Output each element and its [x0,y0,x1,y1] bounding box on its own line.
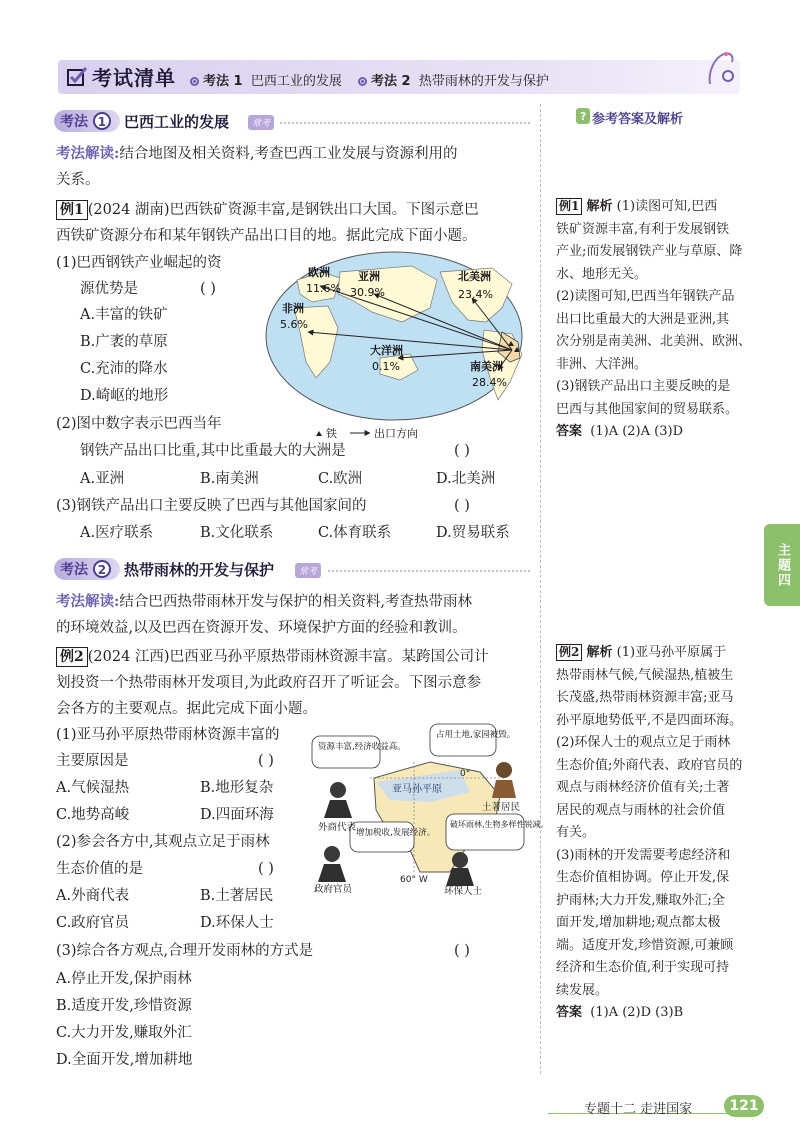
q2-3-option: A.停止开发,保护雨林 [56,971,192,987]
map-value-oceania: 0.1% [372,360,400,373]
q2-2-option: C.政府官员 [56,915,130,931]
q1-3-option: A.医疗联系 [80,525,154,541]
rainforest-hearing-figure [310,722,549,897]
q2-2-stem: (2)参会各方中,其观点立足于雨林 [56,834,270,850]
example1-intro: 例1 (2024 湖南)巴西铁矿资源丰富,是钢铁出口大国。下图示意巴 [56,197,479,223]
section2-label: 考法 2 [60,559,111,579]
q2-2-option: A.外商代表 [56,888,130,904]
section1-jiedu-line2: 关系。 [56,172,100,188]
map-label-namerica: 北美洲 [458,270,491,283]
section2-jiedu-line2: 的环境效益,以及巴西在资源开发、环境保护方面的经验和教训。 [56,620,467,636]
q1-1-option: B.广袤的草原 [80,334,168,350]
q2-3-paren: ( ) [454,943,470,959]
person-env-label: 环保人士 [444,886,483,897]
column-divider [540,104,541,1074]
header-point-2: 考法 2 热带雨林的开发与保护 [358,70,549,89]
example1-answer: 答案 (1)A (2)A (3)D [556,424,683,439]
answer-key-icon [576,108,590,124]
header-point-1: 考法 1 巴西工业的发展 [190,70,342,89]
q2-1-option: B.地形复杂 [200,780,274,796]
meridian-label: 60° W [400,875,428,885]
q2-1-option: D.四面环海 [200,807,274,823]
map-value-asia: 30.9% [350,286,385,299]
q2-2-option: B.土著居民 [200,888,274,904]
example1-side-tag: 例1 [556,198,582,215]
header-title: 考试清单 [92,66,176,90]
q2-3-option: B.适度开发,珍惜资源 [56,998,192,1014]
q2-3-stem: (3)综合各方观点,合理开发雨林的方式是 [56,943,314,959]
amazon-plain-label: 亚马孙平原 [392,784,442,795]
map-value-europe: 11.6% [306,282,341,295]
checkbox-icon [66,66,88,88]
section2-tag: 常考 [295,563,321,578]
map-label-europe: 欧洲 [308,266,330,279]
bubble-foreign-text: 资源丰富,经济收益高。 [318,742,406,752]
example1-tag: 例1 [56,200,88,220]
person-foreign-icon [324,782,352,818]
q2-1-option: A.气候湿热 [56,780,130,796]
svg-text:?: ? [580,110,587,123]
bubble-official-text: 增加税收,发展经济。 [356,828,436,838]
person-official-icon [318,846,346,882]
q2-2-option: D.环保人士 [200,915,274,931]
legend-direction-label: 出口方向 [374,427,418,440]
section1-tag: 常考 [248,115,274,130]
map-label-asia: 亚洲 [358,270,380,283]
map-value-namerica: 23.4% [458,288,493,301]
example1-intro-line2: 西铁矿资源分布和某年钢铁产品出口目的地。据此完成下面小题。 [56,228,477,244]
q1-1-option: C.充沛的降水 [80,361,168,377]
q1-3-option: D.贸易联系 [436,525,510,541]
q1-3-paren: ( ) [454,498,470,514]
q1-1-option: D.崎岖的地形 [80,388,169,404]
q1-2-option: B.南美洲 [200,471,259,487]
q2-3-option: C.大力开发,赚取外汇 [56,1025,192,1041]
person-foreign-label: 外商代表 [318,822,357,833]
q2-1-option: C.地势高峻 [56,807,130,823]
page-number: 121 [724,1095,764,1117]
q1-2-option: C.欧洲 [318,471,363,487]
example2-explanation: 例2 解析 (1)亚马孙平原属于 热带雨林气候,气候湿热,植被生 长茂盛,热带雨林资源丰富;亚马 孙平原地势低平,不是四面环海。 (2)环保人士的观点立足于雨林 生态价值;外商代表、政府官员的 观点与雨林经济价值有关;土著 居民的观点与雨林的社会价值 有关。 (3)雨林的开发需要考虑经济和 生态价值相协调。停止开发,保 护雨林;大力开发,赚取外汇;全 面开发,增加耕地;观点都太极 端。适度开发,珍惜资源,可兼顾 经济和生态价值,利于实现可持 续发展。 答案 (1)A (2)D (3)B [556,642,756,1025]
person-native-label: 土著居民 [482,802,521,813]
bullet-icon [190,77,199,86]
example2-intro-line3: 会各方的主要观点。据此完成下面小题。 [56,701,317,717]
q1-1-paren: ( ) [200,281,216,297]
q1-1-option: A.丰富的铁矿 [80,307,168,323]
section1-label: 考法 1 [60,111,111,131]
example2-intro: 例2 (2024 江西)巴西亚马孙平原热带雨林资源丰富。某跨国公司计 [56,644,489,670]
map-label-oceania: 大洋洲 [370,344,403,357]
legend-iron-icon [316,431,322,436]
section1-jiedu: 考法解读:结合地图及相关资料,考查巴西工业发展与资源利用的 [56,145,458,162]
map-value-africa: 5.6% [280,318,308,331]
example2-tag: 例2 [56,647,88,667]
bullet-icon [358,77,367,86]
q1-3-option: B.文化联系 [200,525,274,541]
section2-title: 热带雨林的开发与保护 [124,561,275,579]
q1-2-paren: ( ) [454,443,470,459]
q1-2-stem: (2)图中数字表示巴西当年 [56,416,222,432]
decoration-swirl-icon [706,48,736,88]
map-value-samerica: 28.4% [472,376,507,389]
section1-title: 巴西工业的发展 [124,113,230,131]
map-label-africa: 非洲 [282,302,304,315]
footer-chapter: 专题十二 走进国家 [584,1102,693,1117]
section2-jiedu: 考法解读:结合巴西热带雨林开发与保护的相关资料,考查热带雨林 [56,593,472,610]
q1-2-option: D.北美洲 [436,471,496,487]
equator-label: 0° [460,769,471,779]
q1-3-option: C.体育联系 [318,525,392,541]
q1-2-stem-line2: 钢铁产品出口比重,其中比重最大的大洲是 [80,443,346,459]
q1-2-option: A.亚洲 [80,471,125,487]
section2-divider [328,570,530,576]
example2-intro-line2: 划投资一个热带雨林开发项目,为此政府召开了听证会。下图示意参 [56,675,482,691]
answer-key-title: 参考答案及解析 [592,112,684,127]
q1-1-stem: (1)巴西钢铁产业崛起的资 [56,255,222,271]
theme-tab[interactable]: 主题四 [764,524,800,606]
q2-1-stem-line2: 主要原因是 [56,753,129,769]
q1-3-stem: (3)钢铁产品出口主要反映了巴西与其他国家间的 [56,498,367,514]
bubble-foreign [312,736,380,768]
q2-1-paren: ( ) [258,753,274,769]
person-native-icon [492,762,516,798]
person-official-label: 政府官员 [314,884,353,895]
q1-1-stem-line2: 源优势是 [80,281,138,297]
q2-2-stem-line2: 生态价值的是 [56,861,143,877]
map-label-samerica: 南美洲 [470,360,503,373]
q2-1-stem: (1)亚马孙平原热带雨林资源丰富的 [56,727,280,743]
bubble-env-text: 破坏雨林,生物多样性锐减。 [450,820,549,829]
bubble-native-text: 占用土地,家园被毁。 [436,730,516,740]
legend-iron-label: 铁 [326,427,337,440]
world-map-figure [262,250,532,442]
bubble-native [430,724,496,756]
q2-3-option: D.全面开发,增加耕地 [56,1052,193,1068]
example1-explanation: 例1 解析 (1)读图可知,巴西 铁矿资源丰富,有利于发展钢铁 产业;而发展钢铁产业与草原、降 水、地形无关。 (2)读图可知,巴西当年钢铁产品 出口比重最大的大洲是亚洲,其 次分别是南美洲、北美洲、欧洲、 非洲、大洋洲。 (3)钢铁产品出口主要反映的是 巴西与其他国家间的贸易联系。 答案 (1)A (2)A (3)D [556,196,756,444]
section1-divider [280,122,530,128]
q2-2-paren: ( ) [258,861,274,877]
example2-side-tag: 例2 [556,644,582,661]
example2-answer: 答案 (1)A (2)D (3)B [556,1005,684,1020]
